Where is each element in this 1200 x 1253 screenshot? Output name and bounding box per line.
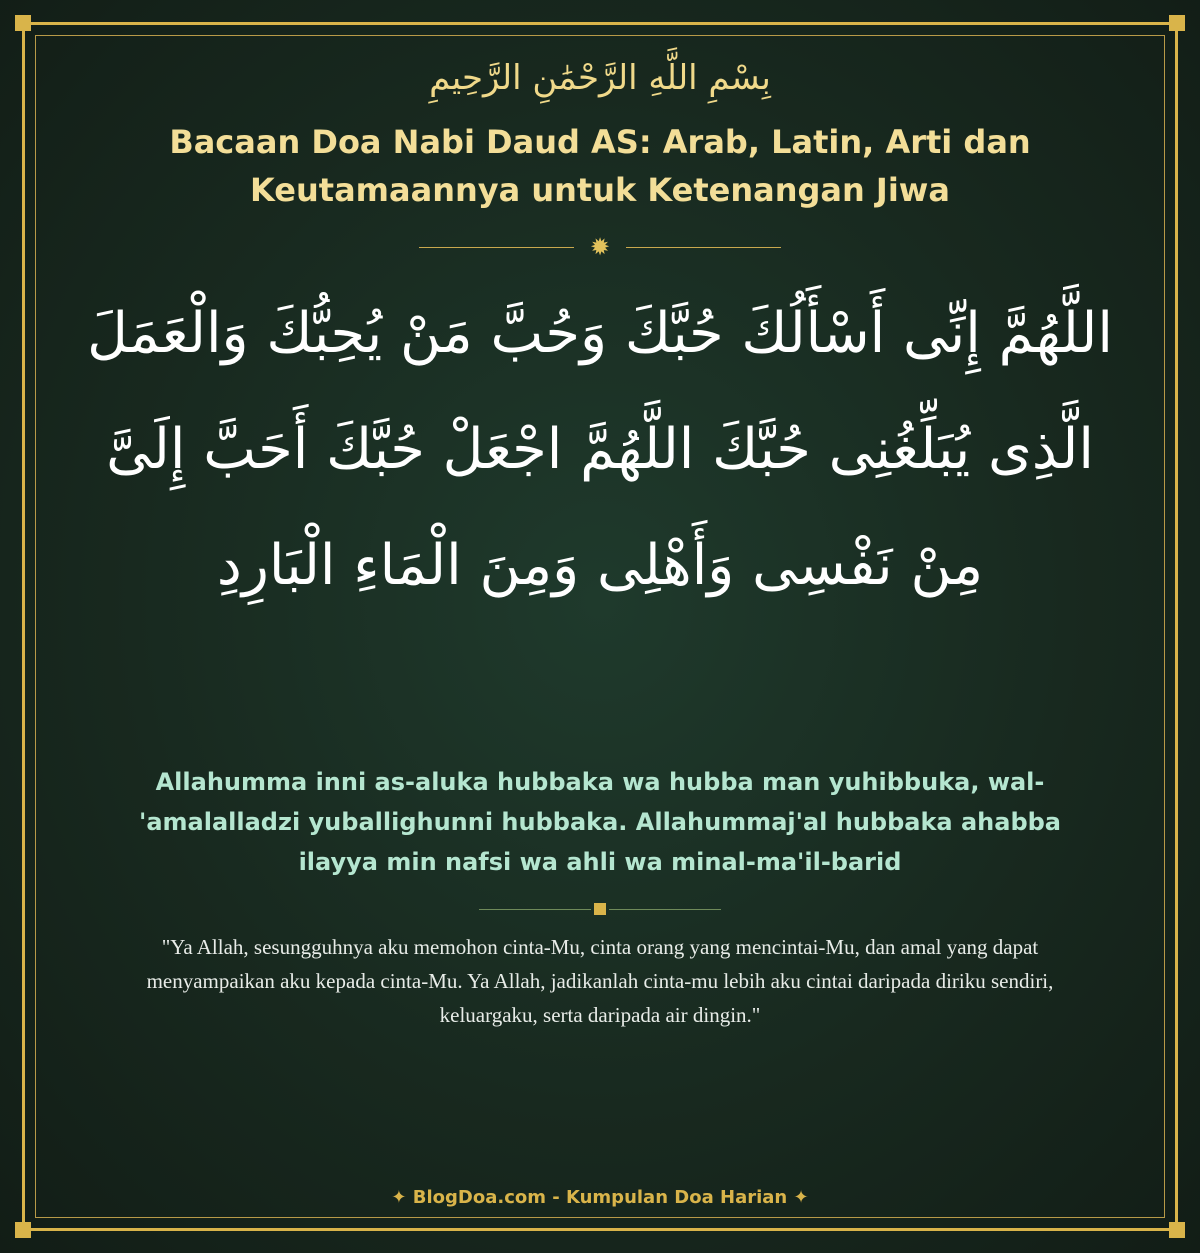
- footer-credit: ✦ BlogDoa.com - Kumpulan Doa Harian ✦: [391, 1187, 809, 1208]
- corner-ornament: [1169, 15, 1185, 31]
- divider-line: [479, 909, 591, 910]
- arabic-prayer-text: اللَّهُمَّ إِنِّى أَسْأَلُكَ حُبَّكَ وَحُبَّ مَنْ يُحِبُّكَ وَالْعَمَلَ الَّذِى يُبَلِّغُنِى حُبَّكَ اللَّهُمَّ اجْعَلْ حُبَّكَ أَحَبَّ إِلَىَّ مِنْ نَفْسِى وَأَهْلِى وَمِنَ الْمَاءِ الْبَارِدِ: [87, 301, 1113, 598]
- diamond-ornament-icon: [594, 903, 606, 915]
- divider-line: [419, 247, 574, 248]
- bismillah-heading: بِسْمِ اللَّهِ الرَّحْمَٰنِ الرَّحِيمِ: [429, 58, 771, 98]
- corner-ornament: [15, 1222, 31, 1238]
- small-divider: [0, 903, 1200, 915]
- corner-ornament: [1169, 1222, 1185, 1238]
- divider-line: [626, 247, 781, 248]
- latin-transliteration: Allahumma inni as-aluka hubbaka wa hubba man yuhibbuka, wal-'amalalladzi yuballighunni hubbaka. Allahummaj'al hubbaka ahabba ilayya min nafsi wa ahli wa minal-ma'il-barid: [138, 768, 1062, 876]
- star-ornament-icon: ✹: [589, 233, 611, 261]
- divider-line: [609, 909, 721, 910]
- corner-ornament: [15, 15, 31, 31]
- translation-text: "Ya Allah, sesungguhnya aku memohon cinta-Mu, cinta orang yang mencintai-Mu, dan amal yang dapat menyampaikan aku kepada cinta-Mu. Ya Allah, jadikanlah cinta-mu lebih aku cintai daripada diriku sendiri, keluargaku, serta daripada air dingin.": [146, 935, 1054, 1027]
- page-title: Bacaan Doa Nabi Daud AS: Arab, Latin, Arti dan Keutamaannya untuk Ketenangan Jiwa: [169, 123, 1031, 209]
- ornament-divider: [0, 233, 1200, 261]
